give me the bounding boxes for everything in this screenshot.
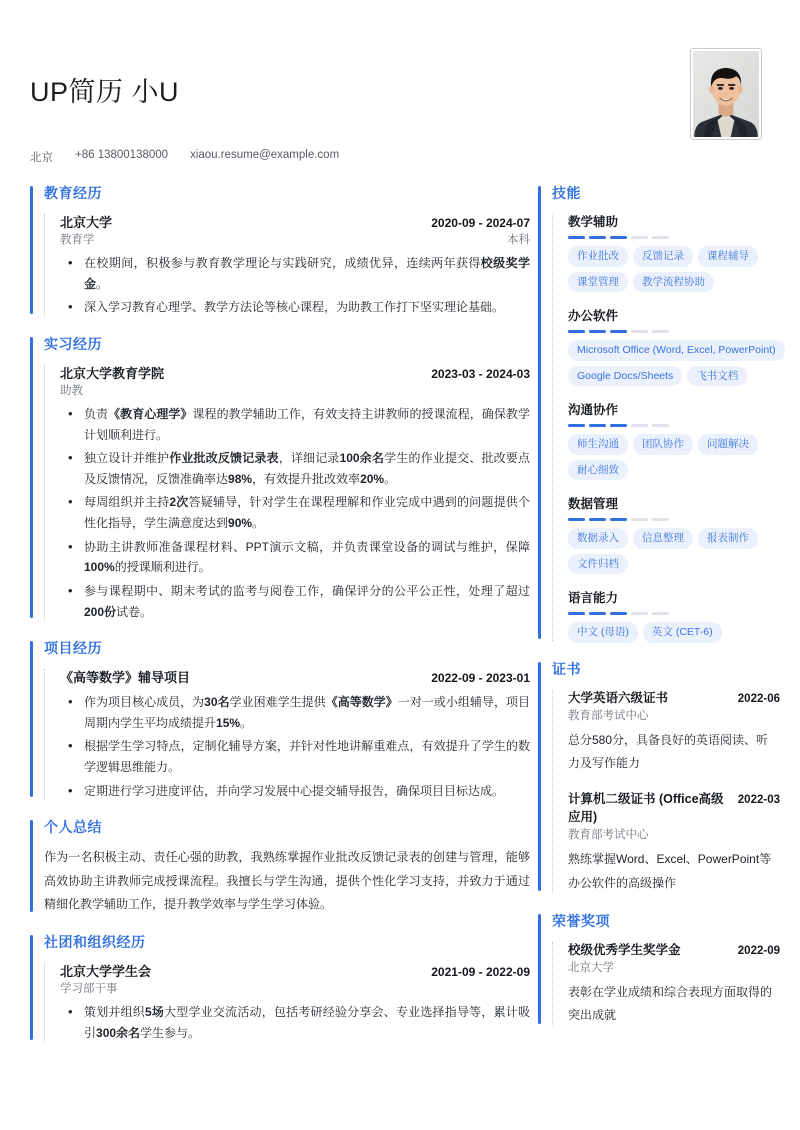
contact-item-1: +86 13800138000: [75, 149, 169, 161]
certificate-description: 熟练掌握Word、Excel、PowerPoint等办公软件的高级操作: [568, 852, 772, 890]
skill-level-segment: [652, 424, 669, 427]
resume-header: [0, 0, 800, 165]
certificate-description: 总分580分，具备良好的英语阅读、听力及写作能力: [568, 732, 769, 770]
skill-level-segment: [631, 236, 648, 239]
skill-level-segment: [568, 612, 585, 615]
entry-sub-row: [60, 231, 530, 247]
left-column: [30, 183, 530, 1060]
bullet-item: • 根据学生学习特点，定制化辅导方案，并针对性地讲解重难点，有效提升了学生的数学逻辑思维能力。: [60, 736, 530, 777]
entry-role: 助教: [60, 384, 83, 397]
skill-level-segment: [652, 330, 669, 333]
entry-role: 学习部干事: [60, 983, 118, 996]
section-title: 技能: [552, 185, 581, 201]
entry-header-row: [60, 961, 530, 980]
bullet-item: • 在校期间，积极参与教育教学理论与实践研究，成绩优异，连续两年获得校级奖学金。: [60, 253, 530, 294]
resume-body: [0, 165, 800, 1060]
skill-level-segment: [568, 236, 585, 239]
entry-date: 2023-03 - 2024-03: [431, 366, 530, 381]
skill-level-segment: [652, 612, 669, 615]
skill-group-name: 数据管理: [568, 497, 619, 511]
section-荣誉奖项: [538, 911, 780, 1028]
skill-level-segment: [589, 236, 606, 239]
certificate-title: 计算机二级证书 (Office高级应用): [568, 792, 724, 825]
contact-item-2: xiaou.resume@example.com: [190, 149, 340, 161]
certificate-title: 校级优秀学生奖学金: [568, 943, 681, 958]
certificate-issuer: 教育部考试中心: [568, 709, 649, 722]
entry-header-row: [60, 667, 530, 686]
skill-tag: 反馈记录: [633, 246, 693, 267]
certificate-header-row: [568, 789, 780, 825]
section-items: [44, 961, 530, 1043]
section-教育经历: [30, 183, 530, 318]
section-个人总结: [30, 817, 530, 916]
skill-tag: 飞书文档: [687, 366, 747, 387]
certificate-entry: [568, 789, 780, 895]
skill-level-meter: [568, 518, 780, 521]
section-title: 社团和组织经历: [44, 934, 146, 951]
section-items: [552, 940, 780, 1028]
certificate-header-row: [568, 940, 780, 958]
bullet-item: • 独立设计并维护作业批改反馈记录表，详细记录100余名学生的作业提交、批改要点及反馈情况，反馈准确率达98%，有效提升批改效率20%。: [60, 448, 530, 489]
skill-level-meter: [568, 612, 780, 615]
section-title: 证书: [552, 660, 581, 677]
bullet-item: • 每周组织并主持2次答疑辅导，针对学生在课程理解和作业完成中遇到的问题提供个性化指导，学生满意度达到90%。: [60, 492, 530, 533]
skill-group-name: 沟通协作: [568, 403, 619, 417]
contact-line: [30, 149, 339, 165]
bullet-item: • 参与课程期中、期末考试的监考与阅卷工作，确保评分的公平公正性，处理了超过200份试卷。: [60, 581, 530, 622]
skill-level-segment: [610, 330, 627, 333]
skill-tag: 文件归档: [568, 554, 628, 575]
portrait-photo-icon: [693, 51, 759, 137]
skill-level-segment: [589, 612, 606, 615]
experience-entry: [60, 212, 530, 318]
section-title: 实习经历: [44, 335, 102, 352]
skill-level-segment: [589, 330, 606, 333]
skill-group: [568, 494, 780, 574]
contact-item-0: 北京: [30, 152, 53, 164]
section-title: 个人总结: [44, 819, 102, 836]
section-items: [44, 667, 530, 801]
section-items: [552, 212, 780, 643]
entry-header-row: [60, 363, 530, 382]
skill-tag-list: [568, 434, 780, 480]
entry-organization: 北京大学学生会: [60, 964, 152, 980]
skill-level-segment: [631, 330, 648, 333]
skill-group: [568, 400, 780, 480]
entry-bullet-list: [60, 1002, 530, 1043]
section-items: [44, 363, 530, 622]
section-title: 教育经历: [44, 185, 102, 201]
summary-paragraph: 作为一名积极主动、责任心强的助教，我熟练掌握作业批改反馈记录表的创建与管理，能够高效协助主讲教师完成授课流程。我擅长与学生沟通，提供个性化学习支持，并致力于通过精细化教学辅助工作，提升教学效率与学生学习体验。: [44, 850, 530, 912]
section-实习经历: [30, 334, 530, 622]
section-技能: [538, 183, 780, 643]
skill-tag: 英文 (CET-6): [643, 622, 722, 643]
skill-tag-list: [568, 622, 780, 643]
entry-degree: 本科: [507, 234, 530, 246]
skill-level-meter: [568, 236, 780, 239]
skill-tag: 耐心细致: [568, 460, 628, 481]
section-项目经历: [30, 638, 530, 801]
section-items: [44, 212, 530, 318]
entry-bullet-list: [60, 692, 530, 801]
skill-level-segment: [610, 612, 627, 615]
experience-entry: [60, 961, 530, 1043]
page-title: UP简历 小U: [30, 77, 180, 107]
certificate-issuer: 北京大学: [568, 962, 614, 975]
bullet-item: • 作为项目核心成员，为30名学业困难学生提供《高等数学》一对一或小组辅导，项目周期内学生平均成绩提升15%。: [60, 692, 530, 733]
skill-tag: 课程辅导: [698, 246, 758, 267]
skill-level-segment: [610, 424, 627, 427]
skill-group: [568, 212, 780, 292]
skill-level-segment: [568, 330, 585, 333]
section-社团和组织经历: [30, 932, 530, 1043]
entry-bullet-list: [60, 404, 530, 622]
entry-date: 2021-09 - 2022-09: [431, 965, 530, 980]
skill-level-segment: [652, 236, 669, 239]
skill-level-meter: [568, 330, 780, 333]
entry-organization: 北京大学: [60, 215, 113, 230]
entry-header-row: [60, 212, 530, 231]
skill-level-meter: [568, 424, 780, 427]
avatar: [690, 48, 762, 140]
skill-tag: 问题解决: [698, 434, 758, 455]
skill-level-segment: [568, 424, 585, 427]
bullet-item: • 负责《教育心理学》课程的教学辅助工作，有效支持主讲教师的授课流程，确保教学计划顺利进行。: [60, 404, 530, 445]
entry-sub-row: [60, 382, 530, 398]
skill-level-segment: [631, 612, 648, 615]
header-identity: [30, 48, 339, 165]
skill-level-segment: [589, 518, 606, 521]
skill-group: [568, 306, 780, 386]
right-column: [538, 183, 780, 1044]
section-证书: [538, 659, 780, 896]
entry-bullet-list: [60, 253, 530, 318]
skill-group-name: 教学辅助: [568, 215, 619, 229]
entry-sub-row: [60, 980, 530, 996]
bullet-item: • 定期进行学习进度评估，并向学习发展中心提交辅导报告，确保项目目标达成。: [60, 781, 530, 802]
skill-level-segment: [610, 236, 627, 239]
bullet-item: • 深入学习教育心理学、教学方法论等核心课程，为助教工作打下坚实理论基础。: [60, 297, 530, 318]
skill-tag: Microsoft Office (Word, Excel, PowerPoint): [568, 340, 785, 361]
bullet-item: • 协助主讲教师准备课程材料、PPT演示文稿，并负责课堂设备的调试与维护，保障100%的授课顺利进行。: [60, 537, 530, 578]
skill-tag: 教学流程协助: [633, 272, 714, 293]
certificate-date: 2022-06: [737, 692, 780, 705]
skill-tag-list: [568, 340, 780, 386]
bullet-item: • 策划并组织5场大型学业交流活动，包括考研经验分享会、专业选择指导等，累计吸引300余名学生参与。: [60, 1002, 530, 1043]
skill-level-segment: [631, 518, 648, 521]
certificate-entry: [568, 688, 780, 776]
certificate-header-row: [568, 688, 780, 706]
skill-tag: 师生沟通: [568, 434, 628, 455]
skill-tag: 作业批改: [568, 246, 628, 267]
entry-role: 教育学: [60, 234, 95, 246]
certificate-date: 2022-09: [737, 945, 780, 958]
section-title: 荣誉奖项: [552, 913, 610, 930]
skill-level-segment: [652, 518, 669, 521]
entry-date: 2022-09 - 2023-01: [431, 671, 530, 686]
skill-tag-list: [568, 528, 780, 574]
certificate-issuer: 教育部考试中心: [568, 829, 649, 842]
certificate-date: 2022-03: [737, 794, 780, 807]
experience-entry: [60, 363, 530, 622]
skill-group-name: 办公软件: [568, 309, 619, 323]
skill-tag: 信息整理: [633, 528, 693, 549]
skill-tag: 中文 (母语): [568, 622, 638, 643]
certificate-entry: [568, 940, 780, 1028]
skill-level-segment: [631, 424, 648, 427]
skill-tag: 团队协作: [633, 434, 693, 455]
entry-date: 2020-09 - 2024-07: [431, 216, 530, 230]
skill-tag: 报表制作: [698, 528, 758, 549]
skill-group: [568, 588, 780, 643]
skill-group-name: 语言能力: [568, 591, 619, 605]
skill-level-segment: [610, 518, 627, 521]
entry-organization: 《高等数学》辅导项目: [60, 670, 191, 686]
skill-level-segment: [589, 424, 606, 427]
entry-organization: 北京大学教育学院: [60, 365, 165, 381]
skill-tag: 课堂管理: [568, 272, 628, 293]
skill-tag-list: [568, 246, 780, 292]
section-items: [552, 688, 780, 896]
skill-tag: Google Docs/Sheets: [568, 366, 682, 387]
certificate-description: 表彰在学业成绩和综合表现方面取得的突出成就: [568, 985, 773, 1023]
section-title: 项目经历: [44, 640, 102, 657]
experience-entry: [60, 667, 530, 801]
certificate-title: 大学英语六级证书: [568, 690, 669, 705]
skill-level-segment: [568, 518, 585, 521]
skill-tag: 数据录入: [568, 528, 628, 549]
